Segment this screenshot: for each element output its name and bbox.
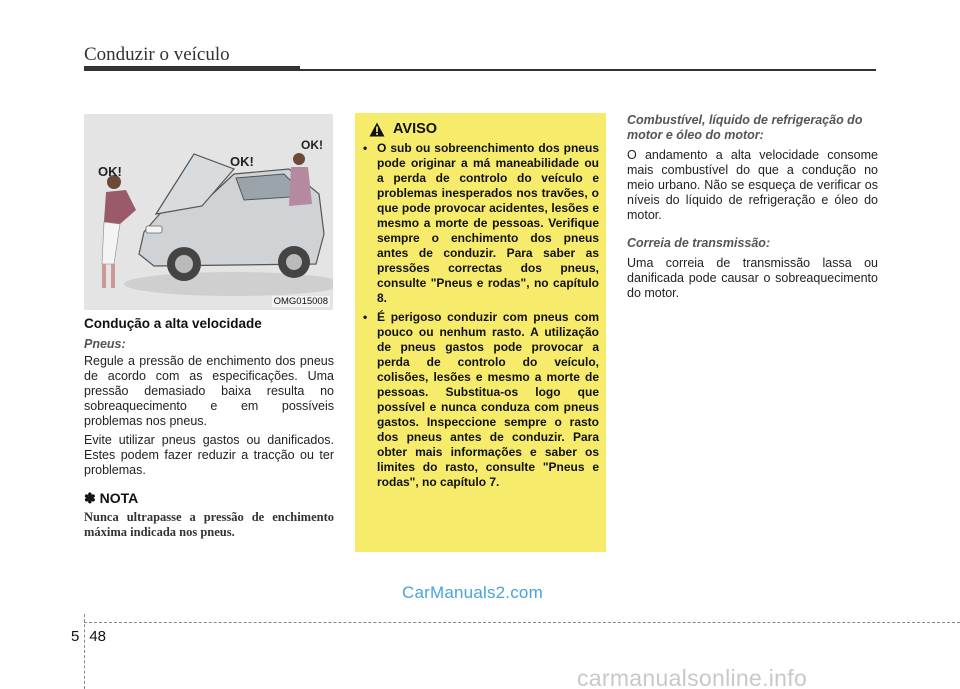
paragraph-pressure: Regule a pressão de enchimento dos pneus de acordo com as especificações. Uma pressão demasiado baixa resulta no sobreaquecimento e em possíveis problemas nos pneus. — [84, 354, 334, 428]
bullet: • — [363, 141, 368, 155]
footer-rule — [84, 622, 960, 623]
note-text: Nunca ultrapasse a pressão de enchimento máxima indicada nos pneus. — [84, 510, 334, 539]
figure-code: OMG015008 — [273, 296, 328, 307]
note-heading: ✽ NOTA — [84, 490, 139, 506]
warning-item-text: O sub ou sobreenchimento dos pneus pode originar a má maneabilidade ou a perda de controlo do veículo e problemas inesperados nos travões, o que pode provocar acidentes, lesões e mesmo a morte de pessoas. Verifique sempre o enchimento dos pneus antes de conduzir. Para saber as pressões correctas dos pneus, consulte "Pneus e rodas", no capítulo 8. — [377, 141, 599, 305]
car-illustration-svg — [84, 114, 333, 310]
car-check-illustration — [84, 114, 333, 310]
page-number — [71, 628, 106, 645]
warning-item — [363, 141, 599, 306]
subtitle-belt: Correia de transmissão: — [627, 236, 771, 250]
warning-box — [355, 113, 606, 552]
ok-label-right: OK! — [301, 138, 323, 152]
footer-watermark[interactable]: carmanualsonline.info — [577, 665, 808, 689]
column-fluids-belt — [627, 113, 878, 314]
paragraph-belt: Uma correia de transmissão lassa ou danificada pode causar o sobreaquecimento do motor. — [627, 256, 878, 300]
warning-triangle-icon — [369, 122, 385, 137]
carmanuals-watermark[interactable]: CarManuals2.com — [402, 583, 543, 602]
warning-title: AVISO — [393, 121, 438, 137]
warning-item-text: É perigoso conduzir com pneus com pouco ou nenhum rasto. A utilização de pneus gastos pode provocar a perda de controlo do veículo, colisões, lesões e mesmo a morte de pessoas. Substitua-os logo que possível e nunca conduza com pneus gastos. Inspeccione sempre o rasto dos pneus antes de conduzir. Para obter mais informações e saber os limites do rasto, consulte "Pneus e rodas", no capítulo 7. — [377, 310, 599, 489]
header-rule-thin — [300, 69, 876, 71]
bullet: • — [363, 310, 368, 324]
warning-item — [363, 310, 599, 490]
column-high-speed — [84, 316, 334, 540]
ok-label-left: OK! — [98, 164, 122, 179]
page-number-value: 48 — [89, 628, 107, 645]
paragraph-worn-tyres: Evite utilizar pneus gastos ou danificados. Estes podem fazer reduzir a tracção ou ter problemas. — [84, 433, 334, 477]
paragraph-fluids: O andamento a alta velocidade consome mais combustível do que a condução no meio urbano. Não se esqueça de verificar os níveis do líquido de refrigeração e óleo do motor. — [627, 148, 878, 222]
subtitle-fluids: Combustível, líquido de refrigeração do motor e óleo do motor: — [627, 113, 863, 142]
ok-label-middle: OK! — [230, 154, 254, 169]
header-rule — [84, 66, 300, 71]
subtitle-tyres: Pneus: — [84, 337, 126, 351]
page-header-title: Conduzir o veículo — [84, 44, 230, 65]
chapter-number: 5 — [71, 628, 80, 645]
warning-header — [369, 121, 599, 137]
section-title: Condução a alta velocidade — [84, 316, 262, 331]
footer-vertical-rule — [84, 614, 85, 689]
